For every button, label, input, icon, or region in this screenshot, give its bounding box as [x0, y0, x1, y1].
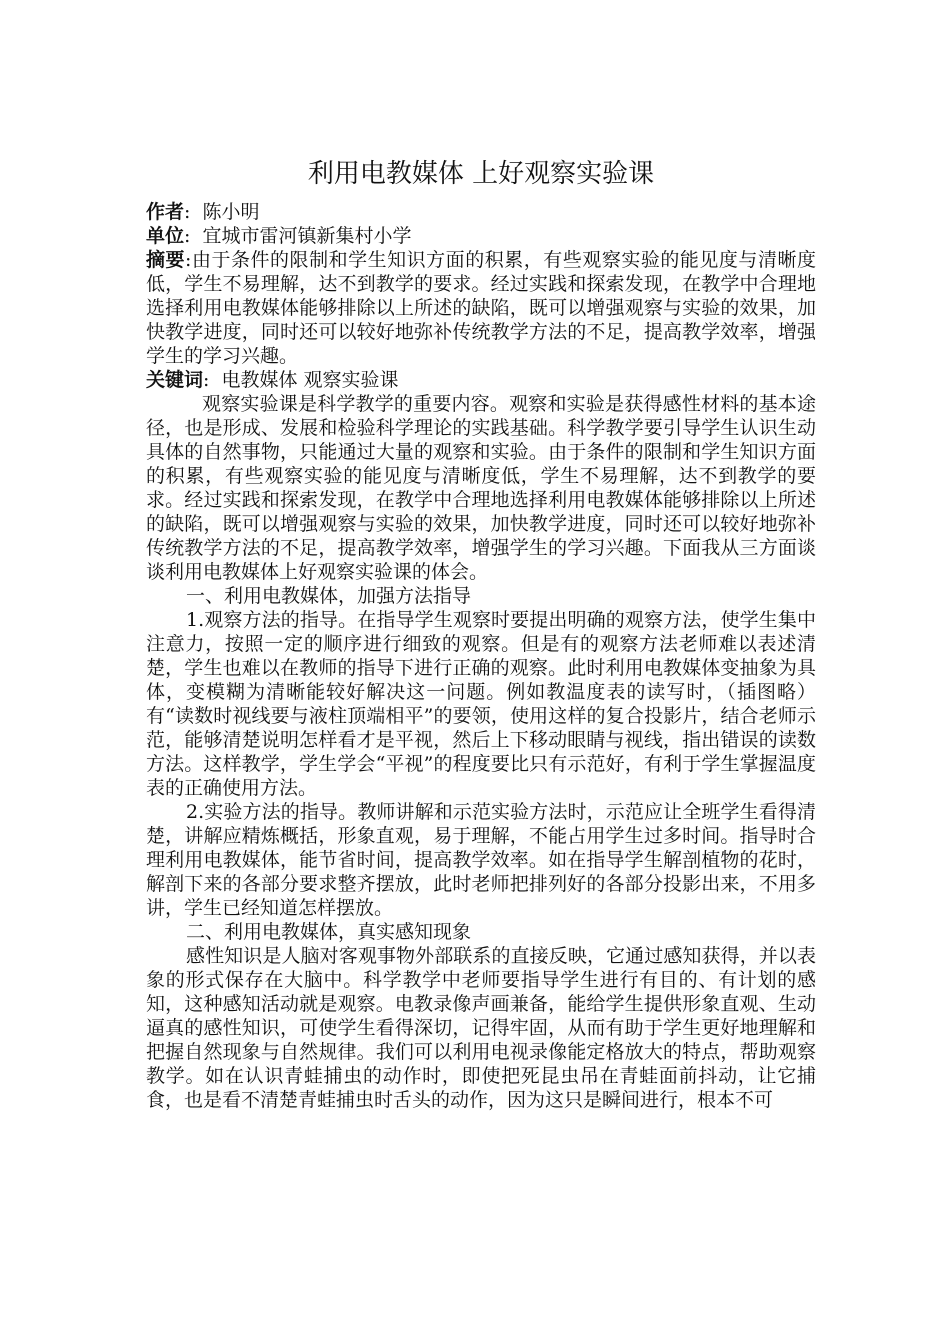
author-line [146, 200, 816, 224]
abstract-separator: : [185, 249, 192, 271]
keywords-line [146, 368, 816, 392]
section1-heading: 一、利用电教媒体，加强方法指导 [186, 585, 472, 607]
author-label: 作者 [146, 201, 185, 223]
intro-paragraph: 观察实验课是科学教学的重要内容。观察和实验是获得感性材料的基本途径，也是形成、发展和检验科学理论的实践基础。科学教学要引导学生认识生动具体的自然事物，只能通过大量的观察和实验。由于条件的限制和学生知识方面的积累，有些观察实验的能见度与清晰度低，学生不易理解，达不到教学的要求。经过实践和探索发现，在教学中合理地选择利用电教媒体能够排除以上所述的缺陷，既可以增强观察与实验的效果，加快教学进度，同时还可以较好地弥补传统教学方法的不足，提高教学效率，增强学生的学习兴趣。下面我从三方面谈谈利用电教媒体上好观察实验课的体会。 [146, 393, 816, 583]
author-name: 陈小明 [202, 201, 260, 223]
abstract-text: 由于条件的限制和学生知识方面的积累，有些观察实验的能见度与清晰度低，学生不易理解，达不到教学的要求。经过实践和探索发现，在教学中合理地选择利用电教媒体能够排除以上所述的缺陷，既可以增强观察与实验的效果，加快教学进度，同时还可以较好地弥补传统教学方法的不足，提高教学效率，增强学生的学习兴趣。 [146, 249, 816, 367]
unit-name: 宜城市雷河镇新集村小学 [202, 225, 412, 247]
author-separator: : [184, 201, 191, 223]
document-title: 利用电教媒体 上好观察实验课 [307, 159, 655, 189]
unit-line [146, 224, 816, 248]
document-page [146, 150, 816, 1112]
keywords-text: 电教媒体 观察实验课 [221, 369, 399, 391]
abstract-paragraph [146, 248, 816, 368]
section1-paragraph-1: 1.观察方法的指导。在指导学生观察时要提出明确的观察方法，使学生集中注意力，按照一定的顺序进行细致的观察。但是有的观察方法老师难以表述清楚，学生也难以在教师的指导下进行正确的观察。此时利用电教媒体变抽象为具体，变模糊为清晰能较好解决这一问题。例如教温度表的读写时，（插图略）有“读数时视线要与液柱顶端相平”的要领，使用这样的复合投影片，结合老师示范，能够清楚说明怎样看才是平视，然后上下移动眼睛与视线，指出错误的读数方法。这样教学，学生学会“平视”的程度要比只有示范好，有利于学生掌握温度表的正确使用方法。 [146, 609, 816, 799]
section1-paragraph-2: 2.实验方法的指导。教师讲解和示范实验方法时，示范应让全班学生看得清楚，讲解应精炼概括，形象直观，易于理解，不能占用学生过多时间。指导时合理利用电教媒体，能节省时间，提高教学效率。如在指导学生解剖植物的花时，解剖下来的各部分要求整齐摆放，此时老师把排列好的各部分投影出来，不用多讲，学生已经知道怎样摆放。 [146, 801, 816, 919]
section2-paragraph-1: 感性知识是人脑对客观事物外部联系的直接反映，它通过感知获得，并以表象的形式保存在大脑中。科学教学中老师要指导学生进行有目的、有计划的感知，这种感知活动就是观察。电教录像声画兼备，能给学生提供形象直观、生动逼真的感性知识，可使学生看得深切，记得牢固，从而有助于学生更好地理解和把握自然现象与自然规律。我们可以利用电视录像能定格放大的特点，帮助观察教学。如在认识青蛙捕虫的动作时，即使把死昆虫吊在青蛙面前抖动，让它捕食，也是看不清楚青蛙捕虫时舌头的动作，因为这只是瞬间进行，根本不可 [146, 945, 816, 1111]
keywords-label: 关键词 [146, 369, 204, 391]
unit-label: 单位 [146, 225, 185, 247]
abstract-label: 摘要 [146, 249, 186, 271]
section2-heading: 二、利用电教媒体，真实感知现象 [186, 921, 472, 943]
keywords-separator: : [203, 369, 210, 391]
unit-separator: : [184, 225, 191, 247]
